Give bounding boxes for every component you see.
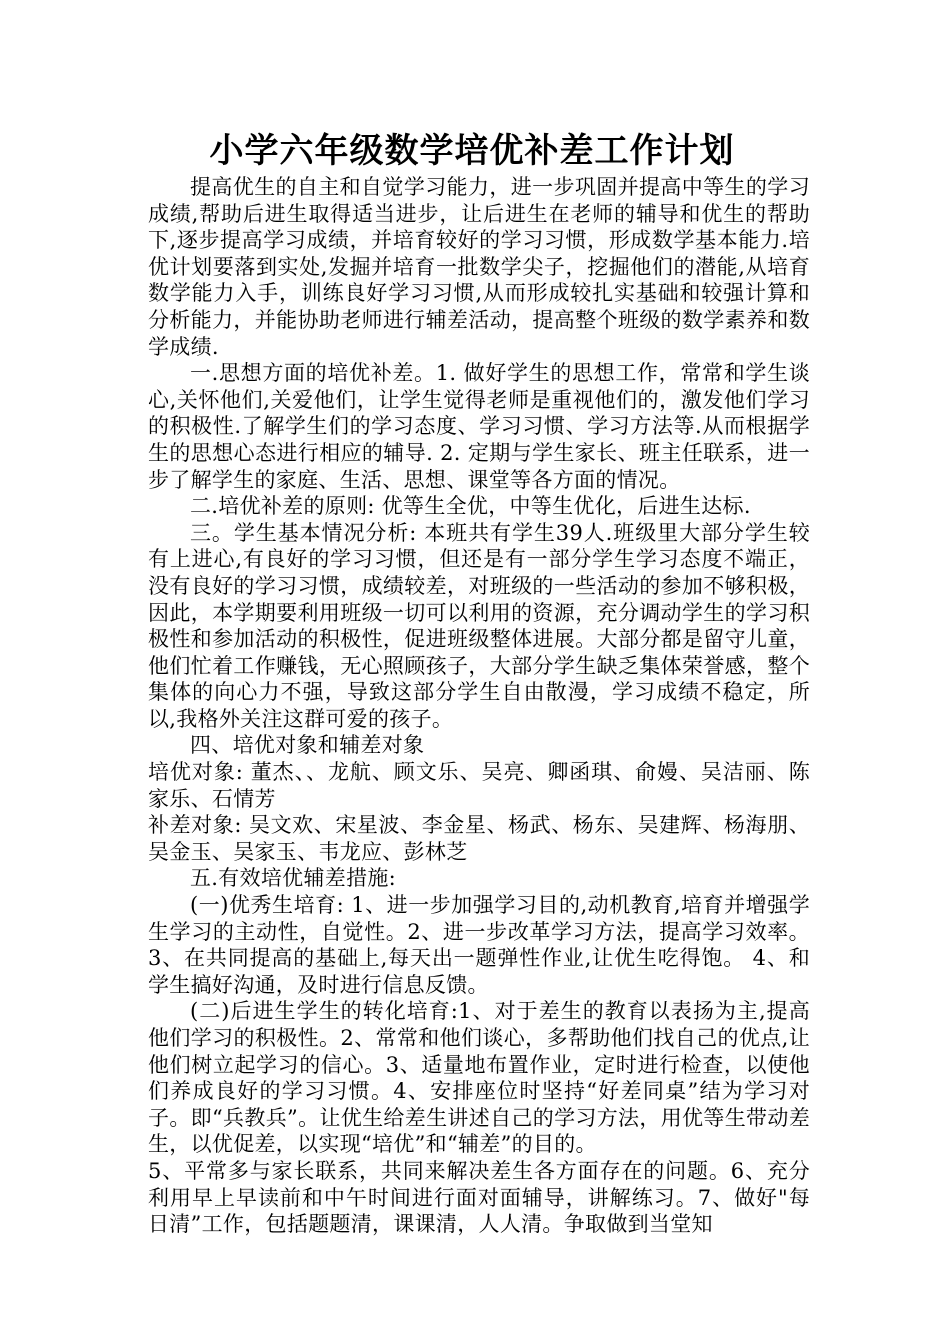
document-body bbox=[148, 174, 810, 1238]
paragraph-section-4-heading: 四、培优对象和辅差对象 bbox=[190, 733, 425, 758]
paragraph-section-2: 二.培优补差的原则: 优等生全优，中等生优化，后进生达标. bbox=[190, 494, 751, 519]
paragraph-section-1: 一.思想方面的培优补差。1. 做好学生的思想工作，常常和学生谈心,关怀他们,关爱他们，让学生觉得老师是重视他们的，激发他们学习的积极性.了解学生们的学习态度、学习习惯、学习方法等.从而根据学生的思想心态进行相应的辅导. 2. 定期与学生家长、班主任联系，进一步了解学生的家庭、生活、思想、课堂等各方面的情况。 bbox=[148, 361, 810, 492]
paragraph-support-students: 补差对象: 吴文欢、宋星波、李金星、杨武、杨东、吴建辉、杨海朋、吴金玉、吴家玉、韦龙应、彭林芝 bbox=[148, 813, 810, 864]
paragraph-top-students: 培优对象: 董杰、、龙航、顾文乐、吴亮、卿函琪、俞嫚、吴洁丽、陈家乐、石情芳 bbox=[148, 760, 810, 811]
paragraph-section-3: 三。学生基本情况分析: 本班共有学生39人.班级里大部分学生较有上进心,有良好的学习习惯，但还是有一部分学生学习态度不端正，没有良好的学习习惯，成绩较差，对班级的一些活动的参加不够积极，因此，本学期要利用班级一切可以利用的资源，充分调动学生的学习积极性和参加活动的积极性，促进班级整体进展。大部分都是留守儿童，他们忙着工作赚钱，无心照顾孩子，大部分学生缺乏集体荣誉感，整个集体的向心力不强，导致这部分学生自由散漫，学习成绩不稳定，所以,我格外关注这群可爱的孩子。 bbox=[148, 520, 810, 731]
paragraph-measure-3: 5、平常多与家长联系，共同来解决差生各方面存在的问题。6、充分利用早上早读前和中午时间进行面对面辅导，讲解练习。7、做好"每日清”工作，包括题题清，课课清，人人清。争取做到当堂知 bbox=[148, 1158, 810, 1237]
paragraph-measure-2: (二)后进生学生的转化培育:1、对于差生的教育以表扬为主,提高他们学习的积极性。2、常常和他们谈心，多帮助他们找自己的优点,让他们树立起学习的信心。3、适量地布置作业，定时进行检查，以使他们养成良好的学习习惯。4、安排座位时坚持“好差同桌”结为学习对子。即“兵教兵”。让优生给差生讲述自己的学习方法，用优等生带动差生，以优促差，以实现“培优”和“辅差”的目的。 bbox=[148, 999, 810, 1157]
document-title: 小学六年级数学培优补差工作计划 bbox=[209, 131, 735, 171]
paragraph-measure-1: (一)优秀生培育: 1、进一步加强学习目的,动机教育,培育并增强学生学习的主动性，自觉性。2、进一步改革学习方法，提高学习效率。3、在共同提高的基础上,每天出一题弹性作业,让优生吃得饱。 4、和学生搞好沟通，及时进行信息反馈。 bbox=[148, 893, 810, 997]
paragraph-section-5-heading: 五.有效培优辅差措施: bbox=[190, 866, 397, 891]
document-page bbox=[148, 128, 810, 1238]
paragraph-intro: 提高优生的自主和自觉学习能力，进一步巩固并提高中等生的学习成绩,帮助后进生取得适当进步，让后进生在老师的辅导和优生的帮助下,逐步提高学习成绩，并培育较好的学习习惯，形成数学基本能力.培优计划要落到实处,发掘并培育一批数学尖子，挖掘他们的潜能,从培育数学能力入手，训练良好学习习惯,从而形成较扎实基础和较强计算和分析能力，并能协助老师进行辅差活动，提高整个班级的数学素养和数学成绩. bbox=[148, 175, 810, 359]
